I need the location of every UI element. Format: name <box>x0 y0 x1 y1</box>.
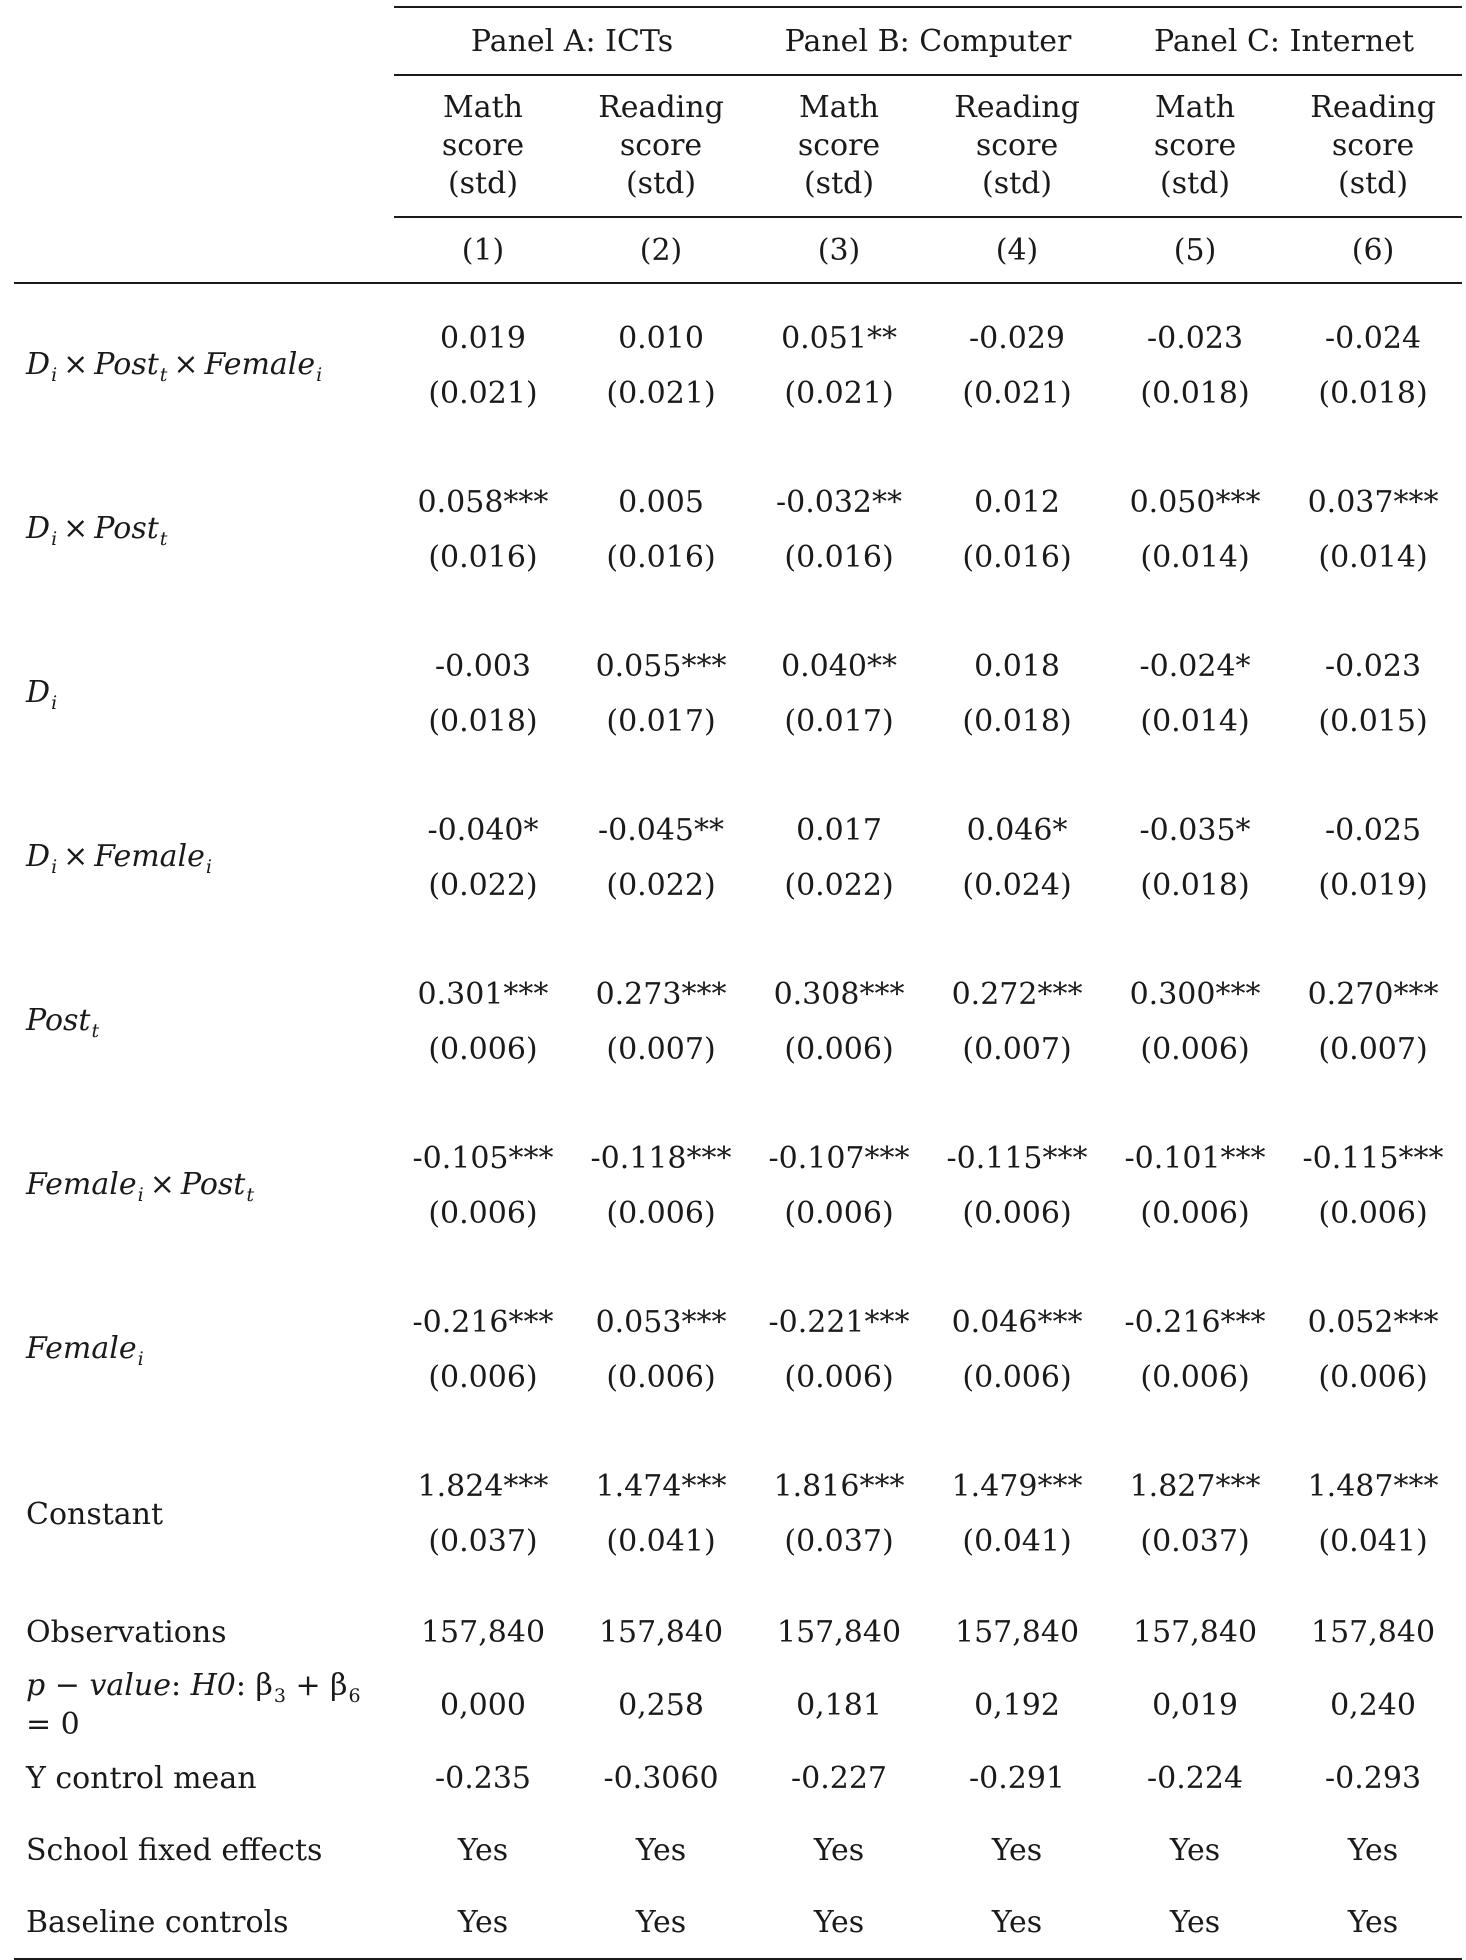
variable-subscript: i <box>51 855 58 878</box>
pvalue-part: value <box>89 1668 171 1703</box>
statistic-row <box>14 1596 1462 1668</box>
row-label <box>14 1268 394 1432</box>
coefficient-cell: -0.024* <box>1139 649 1251 684</box>
column-title-line: score <box>441 128 525 163</box>
coefficient-cell: 0.050*** <box>1129 485 1261 520</box>
corner-cell <box>14 217 394 283</box>
variable-subscript: i <box>137 1347 144 1370</box>
coefficient-row <box>14 776 1462 858</box>
standard-error-cell: (0.006) <box>606 1196 716 1231</box>
column-title-line: (std) <box>625 166 697 201</box>
coefficient-row <box>14 1268 1462 1350</box>
variable-name: D <box>26 674 51 710</box>
coefficient-cell: 1.487*** <box>1307 1469 1439 1504</box>
statistic-label <box>14 1668 394 1742</box>
column-title-line: (std) <box>1338 166 1409 201</box>
row-label <box>14 940 394 1104</box>
coefficient-cell: 0.005 <box>618 485 704 520</box>
regression-table-container <box>14 6 1442 1960</box>
variable-subscript: i <box>51 691 58 714</box>
standard-error-cell: (0.037) <box>784 1524 894 1559</box>
coefficient-cell: -0.105*** <box>412 1141 554 1176</box>
coefficient-cell: 1.479*** <box>951 1469 1083 1504</box>
standard-error-cell: (0.006) <box>784 1196 894 1231</box>
coefficient-cell: -0.023 <box>1325 649 1422 684</box>
corner-cell <box>14 7 394 75</box>
standard-error-cell: (0.006) <box>1318 1360 1428 1395</box>
statistic-cell: Yes <box>457 1832 509 1868</box>
column-title-row <box>14 75 1462 217</box>
statistic-cell: Yes <box>813 1832 865 1868</box>
column-number: (2) <box>572 217 750 283</box>
coefficient-cell: 0.010 <box>618 321 704 356</box>
standard-error-cell: (0.022) <box>784 868 894 903</box>
column-number: (3) <box>750 217 928 283</box>
variable-name: Female <box>204 346 316 382</box>
column-title-line: Reading <box>1310 90 1436 125</box>
column-title-line: (std) <box>803 166 875 201</box>
coefficient-cell: -0.040* <box>427 813 539 848</box>
times-operator: × <box>63 838 89 874</box>
standard-error-cell: (0.014) <box>1140 540 1250 575</box>
coefficient-cell: -0.035* <box>1139 813 1251 848</box>
variable-name: Female <box>26 1166 137 1202</box>
column-title-line: score <box>975 128 1059 163</box>
variable-subscript: i <box>205 855 212 878</box>
statistic-label <box>14 1814 394 1886</box>
standard-error-cell: (0.006) <box>962 1196 1072 1231</box>
coefficient-row <box>14 283 1462 366</box>
times-operator: × <box>63 510 89 546</box>
statistic-row <box>14 1668 1462 1742</box>
statistic-cell: 0,000 <box>440 1687 526 1723</box>
variable-subscript: t <box>246 1183 254 1206</box>
beta-subscript: 6 <box>348 1685 361 1707</box>
corner-cell <box>14 75 394 217</box>
coefficient-row <box>14 612 1462 694</box>
standard-error-cell: (0.018) <box>1318 376 1428 411</box>
standard-error-cell: (0.037) <box>1140 1524 1250 1559</box>
variable-name: D <box>26 838 51 874</box>
coefficient-cell: 1.827*** <box>1129 1469 1261 1504</box>
times-operator: × <box>173 346 199 382</box>
variable-name: Post <box>26 1002 91 1038</box>
standard-error-cell: (0.041) <box>1318 1524 1428 1559</box>
standard-error-cell: (0.021) <box>784 376 894 411</box>
statistic-cell: -0.293 <box>1325 1760 1422 1796</box>
column-title <box>750 75 928 217</box>
variable-name: Female <box>94 838 205 874</box>
coefficient-cell: 0.037*** <box>1307 485 1439 520</box>
column-title-line: (std) <box>981 166 1053 201</box>
variable-name: Post <box>94 346 159 382</box>
statistic-cell: 0,181 <box>796 1687 882 1723</box>
variable-subscript: t <box>91 1019 100 1042</box>
standard-error-cell: (0.016) <box>962 540 1072 575</box>
standard-error-cell: (0.014) <box>1140 704 1250 739</box>
statistic-cell: Yes <box>928 1886 1106 1959</box>
statistic-cell: 0,019 <box>1152 1687 1238 1723</box>
coefficient-cell: -0.216*** <box>1124 1305 1266 1340</box>
standard-error-cell: (0.021) <box>606 376 716 411</box>
statistic-label <box>14 1886 394 1959</box>
coefficient-cell: 0.019 <box>440 321 526 356</box>
coefficient-cell: 0.053*** <box>595 1305 727 1340</box>
column-title <box>572 75 750 217</box>
standard-error-cell: (0.022) <box>606 868 716 903</box>
statistic-cell: Yes <box>1347 1832 1399 1868</box>
column-title-line: Math <box>799 90 879 125</box>
statistic-cell: 0,258 <box>618 1687 704 1723</box>
statistic-cell: Yes <box>1169 1832 1221 1868</box>
coefficient-cell: 0.046* <box>966 813 1068 848</box>
statistic-cell: 0,192 <box>974 1687 1060 1723</box>
variable-subscript: i <box>51 527 58 550</box>
statistic-label <box>14 1596 394 1668</box>
panel-header-row <box>14 7 1462 75</box>
standard-error-cell: (0.024) <box>962 868 1072 903</box>
coefficient-cell: 0.052*** <box>1307 1305 1439 1340</box>
column-title <box>1284 75 1462 217</box>
statistic-cell: Yes <box>750 1886 928 1959</box>
variable-name: Female <box>26 1330 137 1366</box>
coefficient-cell: -0.216*** <box>412 1305 554 1340</box>
variable-name: D <box>26 346 51 382</box>
column-number: (6) <box>1284 217 1462 283</box>
standard-error-cell: (0.007) <box>1318 1032 1428 1067</box>
pvalue-part: : <box>170 1668 191 1703</box>
coefficient-cell: 0.017 <box>796 813 882 848</box>
regression-table <box>14 6 1462 1960</box>
coefficient-cell: -0.003 <box>434 649 532 684</box>
statistic-cell: -0.3060 <box>603 1760 719 1796</box>
standard-error-cell: (0.006) <box>784 1032 894 1067</box>
standard-error-cell: (0.006) <box>428 1196 538 1231</box>
pvalue-part: H0 <box>190 1668 236 1703</box>
statistic-cell: -0.227 <box>791 1760 888 1796</box>
variable-name: D <box>26 510 51 546</box>
statistic-cell: Yes <box>394 1886 572 1959</box>
standard-error-cell: (0.007) <box>962 1032 1072 1067</box>
row-label <box>14 776 394 940</box>
column-number: (1) <box>394 217 572 283</box>
column-number: (4) <box>928 217 1106 283</box>
pvalue-part: − <box>45 1668 90 1703</box>
pvalue-part: : β <box>235 1668 273 1703</box>
panel-b-header: Panel B: Computer <box>750 7 1106 75</box>
panel-a-header: Panel A: ICTs <box>394 7 750 75</box>
statistic-cell: -0.235 <box>434 1760 532 1796</box>
statistic-label-text: Observations <box>26 1614 227 1650</box>
coefficient-cell: 0.040** <box>781 649 897 684</box>
column-title-line: score <box>797 128 881 163</box>
standard-error-cell: (0.018) <box>428 704 538 739</box>
standard-error-cell: (0.017) <box>784 704 894 739</box>
statistic-cell: 157,840 <box>954 1614 1080 1650</box>
statistic-cell: Yes <box>1284 1886 1462 1959</box>
column-title-line: score <box>1153 128 1237 163</box>
standard-error-cell: (0.016) <box>784 540 894 575</box>
standard-error-cell: (0.017) <box>606 704 716 739</box>
statistic-cell: Yes <box>1106 1886 1284 1959</box>
standard-error-cell: (0.018) <box>1140 868 1250 903</box>
coefficient-cell: 0.270*** <box>1307 977 1439 1012</box>
coefficient-cell: 1.824*** <box>417 1469 549 1504</box>
coefficient-cell: -0.029 <box>969 321 1066 356</box>
coefficient-cell: -0.025 <box>1325 813 1422 848</box>
coefficient-cell: -0.032** <box>776 485 903 520</box>
statistic-label-text: Baseline controls <box>26 1904 289 1940</box>
variable-subscript: i <box>316 363 323 386</box>
statistic-cell: -0.224 <box>1147 1760 1244 1796</box>
statistic-cell: Yes <box>991 1832 1043 1868</box>
coefficient-cell: 0.273*** <box>595 977 727 1012</box>
pvalue-part: + β <box>285 1668 348 1703</box>
times-operator: × <box>63 346 89 382</box>
statistic-cell: 0,240 <box>1330 1687 1416 1723</box>
pvalue-part: = 0 <box>26 1707 80 1742</box>
column-title-line: Math <box>443 90 523 125</box>
coefficient-cell: 0.308*** <box>773 977 905 1012</box>
standard-error-cell: (0.041) <box>606 1524 716 1559</box>
standard-error-cell: (0.006) <box>1318 1196 1428 1231</box>
statistic-label-text: School fixed effects <box>26 1832 323 1868</box>
panel-c-header: Panel C: Internet <box>1106 7 1462 75</box>
pvalue-part: p <box>26 1668 46 1703</box>
coefficient-cell: -0.115*** <box>1302 1141 1444 1176</box>
row-label <box>14 448 394 612</box>
column-title-line: score <box>619 128 703 163</box>
standard-error-cell: (0.019) <box>1318 868 1428 903</box>
statistic-cell: 157,840 <box>598 1614 724 1650</box>
statistic-label-text: Y control mean <box>26 1760 257 1796</box>
statistic-cell: Yes <box>635 1832 687 1868</box>
standard-error-cell: (0.018) <box>962 704 1072 739</box>
statistic-cell: 157,840 <box>1311 1614 1436 1650</box>
standard-error-cell: (0.021) <box>428 376 538 411</box>
row-label <box>14 1432 394 1596</box>
standard-error-cell: (0.016) <box>428 540 538 575</box>
column-title-line: Reading <box>598 90 724 125</box>
standard-error-cell: (0.015) <box>1318 704 1428 739</box>
column-title-line: score <box>1331 128 1415 163</box>
statistic-cell: Yes <box>572 1886 750 1959</box>
standard-error-cell: (0.006) <box>428 1360 538 1395</box>
coefficient-cell: 0.272*** <box>951 977 1083 1012</box>
coefficient-cell: 0.300*** <box>1129 977 1261 1012</box>
standard-error-cell: (0.006) <box>1140 1032 1250 1067</box>
coefficient-cell: -0.023 <box>1147 321 1244 356</box>
standard-error-cell: (0.037) <box>428 1524 538 1559</box>
column-title-line: (std) <box>447 166 519 201</box>
row-label <box>14 612 394 776</box>
variable-name: Post <box>180 1166 246 1202</box>
standard-error-cell: (0.016) <box>606 540 716 575</box>
coefficient-cell: -0.115*** <box>946 1141 1088 1176</box>
column-title-line: Reading <box>954 90 1080 125</box>
column-title-line: Math <box>1155 90 1236 125</box>
column-title <box>1106 75 1284 217</box>
variable-subscript: t <box>159 363 168 386</box>
coefficient-cell: -0.024 <box>1325 321 1422 356</box>
coefficient-cell: 0.012 <box>974 485 1060 520</box>
times-operator: × <box>149 1166 175 1202</box>
standard-error-cell: (0.007) <box>606 1032 716 1067</box>
coefficient-cell: 0.018 <box>974 649 1060 684</box>
coefficient-cell: 0.058*** <box>417 485 549 520</box>
standard-error-cell: (0.022) <box>428 868 538 903</box>
statistic-label <box>14 1742 394 1814</box>
statistic-row <box>14 1886 1462 1959</box>
table-body <box>14 283 1462 1959</box>
standard-error-cell: (0.006) <box>962 1360 1072 1395</box>
standard-error-cell: (0.006) <box>1140 1360 1250 1395</box>
statistic-cell: 157,840 <box>1133 1614 1258 1650</box>
coefficient-cell: -0.101*** <box>1124 1141 1266 1176</box>
coefficient-cell: 1.474*** <box>595 1469 727 1504</box>
statistic-cell: 157,840 <box>420 1614 546 1650</box>
variable-subscript: t <box>159 527 168 550</box>
column-number: (5) <box>1106 217 1284 283</box>
standard-error-cell: (0.006) <box>428 1032 538 1067</box>
row-label-text: Constant <box>26 1496 164 1532</box>
row-label <box>14 1104 394 1268</box>
statistic-cell: 157,840 <box>776 1614 902 1650</box>
variable-subscript: i <box>51 363 58 386</box>
coefficient-cell: -0.221*** <box>768 1305 910 1340</box>
column-title <box>928 75 1106 217</box>
statistic-row <box>14 1742 1462 1814</box>
coefficient-cell: -0.045** <box>597 813 725 848</box>
column-title <box>394 75 572 217</box>
coefficient-cell: -0.118*** <box>590 1141 732 1176</box>
column-title-line: (std) <box>1159 166 1231 201</box>
variable-subscript: i <box>137 1183 144 1206</box>
row-label <box>14 283 394 448</box>
column-number-row <box>14 217 1462 283</box>
coefficient-cell: 0.051** <box>781 321 897 356</box>
beta-subscript: 3 <box>273 1685 286 1707</box>
coefficient-cell: 0.301*** <box>417 977 549 1012</box>
standard-error-cell: (0.014) <box>1318 540 1428 575</box>
standard-error-cell: (0.006) <box>784 1360 894 1395</box>
coefficient-row <box>14 448 1462 530</box>
coefficient-cell: 1.816*** <box>773 1469 905 1504</box>
variable-name: Post <box>94 510 159 546</box>
statistic-cell: -0.291 <box>969 1760 1066 1796</box>
coefficient-cell: -0.107*** <box>768 1141 910 1176</box>
coefficient-cell: 0.055*** <box>595 649 727 684</box>
coefficient-row <box>14 1104 1462 1186</box>
standard-error-cell: (0.021) <box>962 376 1072 411</box>
standard-error-cell: (0.041) <box>962 1524 1072 1559</box>
standard-error-cell: (0.006) <box>1140 1196 1250 1231</box>
coefficient-row <box>14 940 1462 1022</box>
coefficient-cell: 0.046*** <box>951 1305 1083 1340</box>
standard-error-cell: (0.006) <box>606 1360 716 1395</box>
statistic-row <box>14 1814 1462 1886</box>
coefficient-row <box>14 1432 1462 1514</box>
standard-error-cell: (0.018) <box>1140 376 1250 411</box>
